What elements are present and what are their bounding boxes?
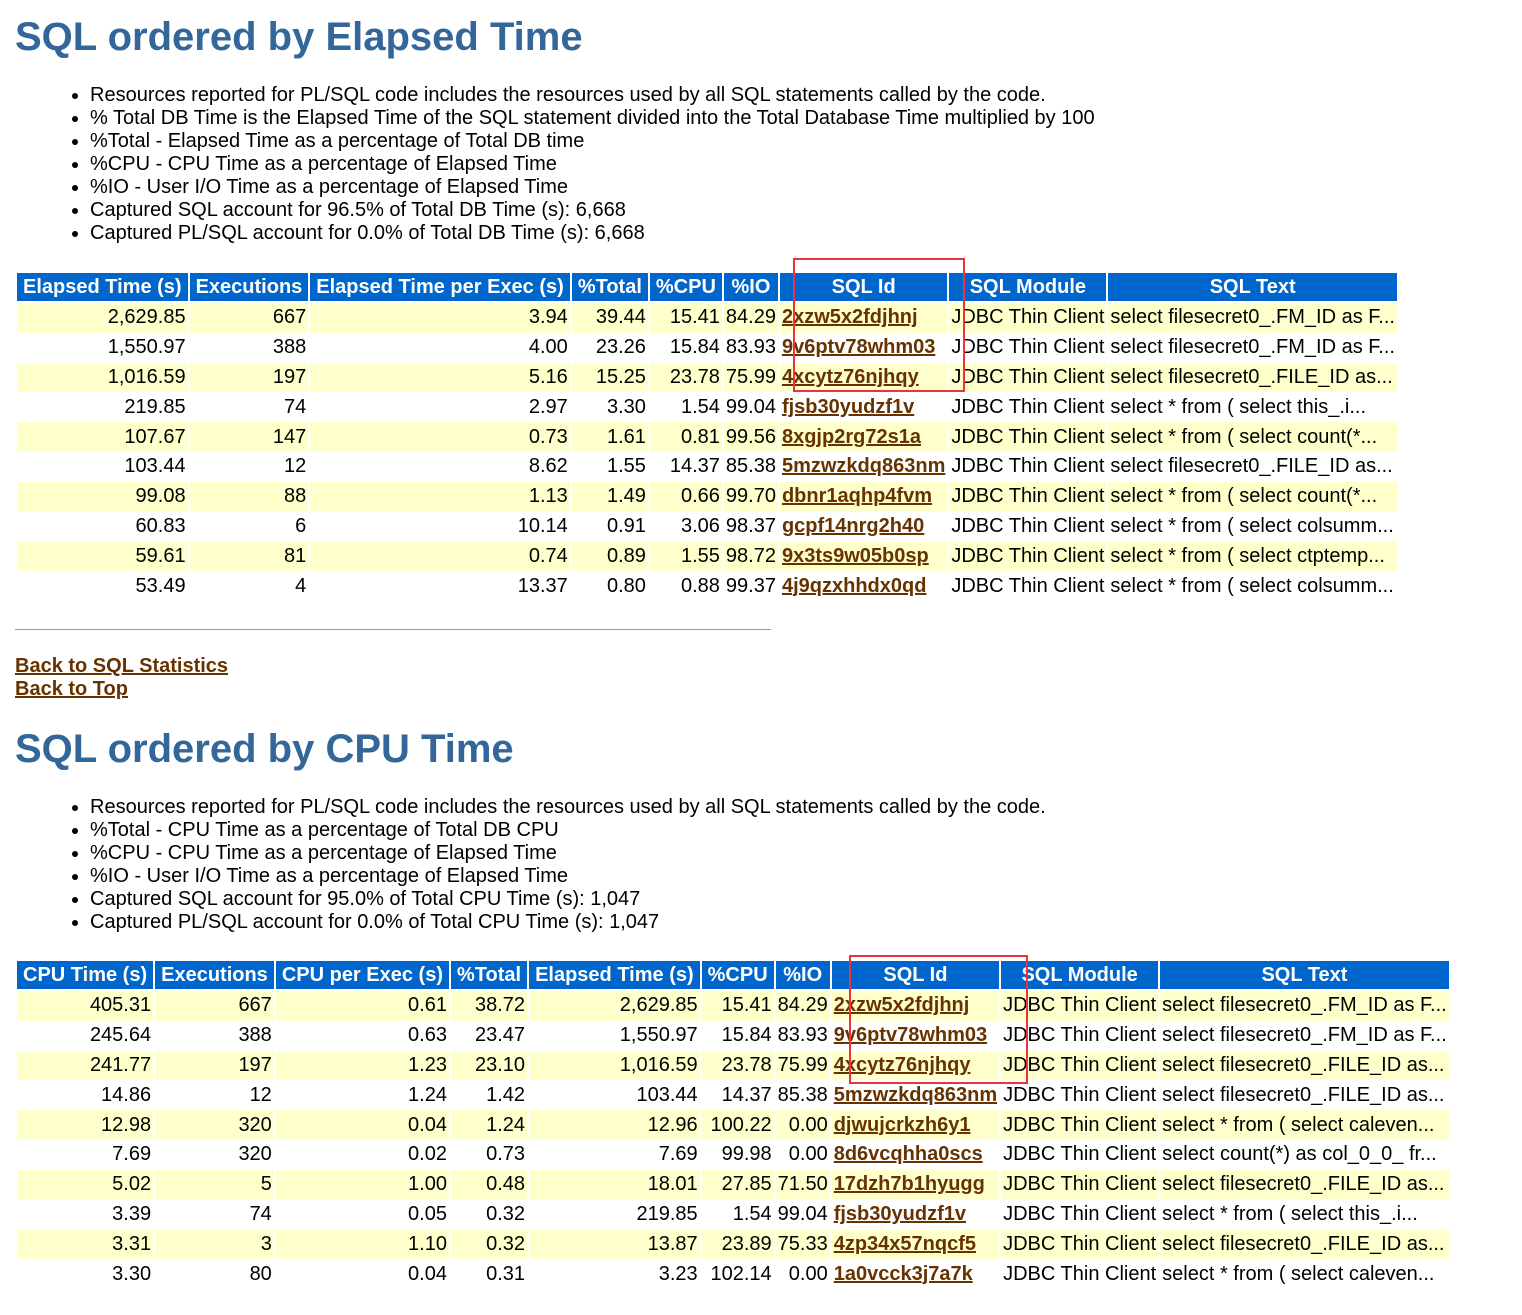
note-item: • %IO - User I/O Time as a percentage of Elapsed Time bbox=[90, 176, 1095, 199]
cell-total: 1.24 bbox=[451, 1110, 527, 1140]
cell-cpu-per-exec-s: 1.23 bbox=[276, 1051, 449, 1081]
cell-cpu: 23.89 bbox=[702, 1229, 774, 1259]
cell-sql-text: select filesecret0_.FM_ID as F... bbox=[1160, 991, 1449, 1021]
cell-io: 99.56 bbox=[724, 422, 778, 452]
sql-id-link[interactable]: 4zp34x57nqcf5 bbox=[833, 1232, 977, 1255]
cell-sql-module: JDBC Thin Client bbox=[1001, 1229, 1158, 1259]
cell-cpu: 102.14 bbox=[702, 1259, 774, 1289]
cell-sql-module: JDBC Thin Client bbox=[949, 333, 1106, 363]
column-header-cpu-time-s: CPU Time (s) bbox=[17, 961, 153, 991]
table-row bbox=[17, 482, 1397, 512]
cell-executions: 12 bbox=[155, 1080, 274, 1110]
cell-elapsed-time-s: 1,550.97 bbox=[17, 333, 188, 363]
note-item: • % Total DB Time is the Elapsed Time of the SQL statement divided into the Total Database Time multiplied by 100 bbox=[90, 107, 1095, 130]
cell-sql-text: select * from ( select colsumm... bbox=[1108, 571, 1397, 601]
cell-elapsed-time-s: 12.96 bbox=[529, 1110, 700, 1140]
cell-cpu: 0.88 bbox=[650, 571, 722, 601]
cell-cpu-per-exec-s: 0.63 bbox=[276, 1021, 449, 1051]
cell-elapsed-time-s: 53.49 bbox=[17, 571, 188, 601]
sql-id-cell bbox=[780, 482, 947, 512]
cell-elapsed-time-s: 107.67 bbox=[17, 422, 188, 452]
cell-cpu-time-s: 14.86 bbox=[17, 1080, 153, 1110]
cell-elapsed-time-per-exec-s: 10.14 bbox=[310, 512, 570, 542]
cell-cpu: 3.06 bbox=[650, 512, 722, 542]
cell-executions: 80 bbox=[155, 1259, 274, 1289]
sql-id-link[interactable]: 8xgjp2rg72s1a bbox=[781, 425, 921, 448]
note-item: • %Total - Elapsed Time as a percentage of Total DB time bbox=[90, 130, 1095, 153]
cell-sql-text: select * from ( select this_.i... bbox=[1160, 1200, 1449, 1230]
cell-cpu: 100.22 bbox=[702, 1110, 774, 1140]
sql-id-cell bbox=[832, 1110, 999, 1140]
column-header-sql-id: SQL Id bbox=[832, 961, 999, 991]
cell-executions: 147 bbox=[190, 422, 309, 452]
cell-total: 23.26 bbox=[572, 333, 648, 363]
cell-executions: 197 bbox=[155, 1051, 274, 1081]
cell-total: 1.49 bbox=[572, 482, 648, 512]
back-to-top-link[interactable]: Back to Top bbox=[15, 678, 128, 700]
note-item: • Captured PL/SQL account for 0.0% of Total CPU Time (s): 1,047 bbox=[90, 911, 1046, 934]
cell-sql-module: JDBC Thin Client bbox=[949, 392, 1106, 422]
table-row bbox=[17, 571, 1397, 601]
column-header-elapsed-time-s: Elapsed Time (s) bbox=[529, 961, 700, 991]
cell-cpu: 23.78 bbox=[650, 363, 722, 393]
column-header-elapsed-time-per-exec-s: Elapsed Time per Exec (s) bbox=[310, 273, 570, 303]
cell-cpu-time-s: 7.69 bbox=[17, 1140, 153, 1170]
cell-cpu-time-s: 245.64 bbox=[17, 1021, 153, 1051]
section-title-cpu: SQL ordered by CPU Time bbox=[15, 727, 514, 771]
cell-io: 71.50 bbox=[776, 1170, 830, 1200]
cell-cpu: 1.54 bbox=[650, 392, 722, 422]
sql-id-link[interactable]: dbnr1aqhp4fvm bbox=[781, 485, 932, 508]
cell-total: 38.72 bbox=[451, 991, 527, 1021]
cell-io: 84.29 bbox=[724, 303, 778, 333]
sql-id-cell bbox=[780, 541, 947, 571]
cell-io: 99.04 bbox=[724, 392, 778, 422]
table-row bbox=[17, 1080, 1449, 1110]
cell-elapsed-time-s: 103.44 bbox=[529, 1080, 700, 1110]
sql-id-link[interactable]: 4xcytz76njhqy bbox=[781, 365, 919, 388]
note-item: • Captured PL/SQL account for 0.0% of Total DB Time (s): 6,668 bbox=[90, 222, 1095, 245]
cell-cpu-time-s: 5.02 bbox=[17, 1170, 153, 1200]
sql-id-link[interactable]: 4xcytz76njhqy bbox=[833, 1053, 971, 1076]
sql-id-cell bbox=[780, 452, 947, 482]
horizontal-divider bbox=[15, 629, 771, 630]
cell-io: 0.00 bbox=[776, 1259, 830, 1289]
back-links bbox=[15, 655, 228, 701]
table-row bbox=[17, 422, 1397, 452]
table-row bbox=[17, 1021, 1449, 1051]
table-row bbox=[17, 303, 1397, 333]
cell-total: 1.42 bbox=[451, 1080, 527, 1110]
column-header-io: %IO bbox=[776, 961, 830, 991]
note-item: • %Total - CPU Time as a percentage of Total DB CPU bbox=[90, 819, 1046, 842]
notes-list-elapsed bbox=[50, 84, 1095, 245]
cell-total: 3.30 bbox=[572, 392, 648, 422]
cell-cpu: 14.37 bbox=[650, 452, 722, 482]
cell-total: 0.48 bbox=[451, 1170, 527, 1200]
cell-io: 99.37 bbox=[724, 571, 778, 601]
cell-sql-module: JDBC Thin Client bbox=[1001, 1051, 1158, 1081]
cell-total: 0.89 bbox=[572, 541, 648, 571]
table-row bbox=[17, 452, 1397, 482]
cell-sql-text: select * from ( select caleven... bbox=[1160, 1110, 1449, 1140]
cell-elapsed-time-s: 103.44 bbox=[17, 452, 188, 482]
cell-elapsed-time-s: 1,016.59 bbox=[529, 1051, 700, 1081]
note-item: • %CPU - CPU Time as a percentage of Elapsed Time bbox=[90, 153, 1095, 176]
sql-id-link[interactable]: fjsb30yudzf1v bbox=[781, 395, 915, 418]
cell-sql-text: select * from ( select count(*... bbox=[1108, 422, 1397, 452]
cell-sql-module: JDBC Thin Client bbox=[1001, 1080, 1158, 1110]
cell-io: 98.37 bbox=[724, 512, 778, 542]
sql-id-cell bbox=[780, 303, 947, 333]
cell-sql-module: JDBC Thin Client bbox=[949, 422, 1106, 452]
cell-executions: 12 bbox=[190, 452, 309, 482]
cell-io: 99.04 bbox=[776, 1200, 830, 1230]
cell-cpu-time-s: 3.31 bbox=[17, 1229, 153, 1259]
cell-cpu-per-exec-s: 0.04 bbox=[276, 1259, 449, 1289]
cell-cpu-per-exec-s: 1.10 bbox=[276, 1229, 449, 1259]
cell-cpu: 99.98 bbox=[702, 1140, 774, 1170]
cell-sql-text: select filesecret0_.FM_ID as F... bbox=[1108, 333, 1397, 363]
cell-executions: 197 bbox=[190, 363, 309, 393]
cell-sql-module: JDBC Thin Client bbox=[1001, 1170, 1158, 1200]
table-row bbox=[17, 363, 1397, 393]
cell-cpu: 1.54 bbox=[702, 1200, 774, 1230]
cell-io: 83.93 bbox=[724, 333, 778, 363]
cell-io: 75.99 bbox=[776, 1051, 830, 1081]
cell-cpu: 15.84 bbox=[650, 333, 722, 363]
cell-elapsed-time-s: 18.01 bbox=[529, 1170, 700, 1200]
cell-cpu: 1.55 bbox=[650, 541, 722, 571]
cell-io: 84.29 bbox=[776, 991, 830, 1021]
cell-cpu-time-s: 241.77 bbox=[17, 1051, 153, 1081]
cell-sql-module: JDBC Thin Client bbox=[1001, 991, 1158, 1021]
cell-sql-module: JDBC Thin Client bbox=[1001, 1021, 1158, 1051]
sql-id-cell bbox=[780, 571, 947, 601]
table-row bbox=[17, 1229, 1449, 1259]
column-header-executions: Executions bbox=[190, 273, 309, 303]
cell-cpu: 23.78 bbox=[702, 1051, 774, 1081]
cell-executions: 4 bbox=[190, 571, 309, 601]
cell-cpu: 14.37 bbox=[702, 1080, 774, 1110]
sql-id-link[interactable]: 5mzwzkdq863nm bbox=[833, 1083, 998, 1106]
cell-elapsed-time-s: 3.23 bbox=[529, 1259, 700, 1289]
column-header-total: %Total bbox=[451, 961, 527, 991]
cell-elapsed-time-per-exec-s: 3.94 bbox=[310, 303, 570, 333]
sql-id-cell bbox=[832, 1200, 999, 1230]
cell-sql-text: select * from ( select this_.i... bbox=[1108, 392, 1397, 422]
notes-list-cpu bbox=[50, 796, 1046, 934]
cell-cpu: 15.41 bbox=[650, 303, 722, 333]
cell-elapsed-time-per-exec-s: 1.13 bbox=[310, 482, 570, 512]
sql-id-link[interactable]: gcpf14nrg2h40 bbox=[781, 514, 925, 537]
column-header-cpu-per-exec-s: CPU per Exec (s) bbox=[276, 961, 449, 991]
table-row bbox=[17, 541, 1397, 571]
table-row bbox=[17, 1170, 1449, 1200]
cell-sql-module: JDBC Thin Client bbox=[1001, 1259, 1158, 1289]
column-header-sql-id: SQL Id bbox=[780, 273, 947, 303]
table-row bbox=[17, 1110, 1449, 1140]
cell-cpu: 15.41 bbox=[702, 991, 774, 1021]
sql-id-link[interactable]: 9v6ptv78whm03 bbox=[781, 336, 936, 359]
cell-cpu-time-s: 405.31 bbox=[17, 991, 153, 1021]
sql-id-link[interactable]: 9v6ptv78whm03 bbox=[833, 1024, 988, 1047]
column-header-cpu: %CPU bbox=[702, 961, 774, 991]
cell-cpu: 15.84 bbox=[702, 1021, 774, 1051]
cell-cpu: 27.85 bbox=[702, 1170, 774, 1200]
cell-elapsed-time-s: 59.61 bbox=[17, 541, 188, 571]
cell-executions: 667 bbox=[190, 303, 309, 333]
sql-elapsed-table bbox=[15, 273, 1399, 601]
table-row bbox=[17, 1140, 1449, 1170]
cell-executions: 6 bbox=[190, 512, 309, 542]
sql-id-link[interactable]: 8d6vcqhha0scs bbox=[833, 1143, 983, 1166]
cell-elapsed-time-s: 7.69 bbox=[529, 1140, 700, 1170]
cell-cpu: 0.66 bbox=[650, 482, 722, 512]
cell-elapsed-time-s: 2,629.85 bbox=[17, 303, 188, 333]
sql-id-cell bbox=[780, 363, 947, 393]
cell-io: 83.93 bbox=[776, 1021, 830, 1051]
cell-executions: 388 bbox=[190, 333, 309, 363]
table-row bbox=[17, 392, 1397, 422]
column-header-elapsed-time-s: Elapsed Time (s) bbox=[17, 273, 188, 303]
cell-total: 0.32 bbox=[451, 1229, 527, 1259]
column-header-total: %Total bbox=[572, 273, 648, 303]
cell-executions: 320 bbox=[155, 1140, 274, 1170]
cell-sql-text: select filesecret0_.FILE_ID as... bbox=[1108, 363, 1397, 393]
cell-sql-text: select * from ( select colsumm... bbox=[1108, 512, 1397, 542]
cell-sql-module: JDBC Thin Client bbox=[949, 363, 1106, 393]
cell-total: 0.32 bbox=[451, 1200, 527, 1230]
cell-elapsed-time-per-exec-s: 0.73 bbox=[310, 422, 570, 452]
sql-id-cell bbox=[832, 991, 999, 1021]
cell-cpu-per-exec-s: 0.04 bbox=[276, 1110, 449, 1140]
cell-executions: 320 bbox=[155, 1110, 274, 1140]
cell-executions: 388 bbox=[155, 1021, 274, 1051]
cell-elapsed-time-s: 1,016.59 bbox=[17, 363, 188, 393]
cell-sql-module: JDBC Thin Client bbox=[949, 452, 1106, 482]
cell-sql-text: select * from ( select count(*... bbox=[1108, 482, 1397, 512]
cell-sql-text: select filesecret0_.FM_ID as F... bbox=[1160, 1021, 1449, 1051]
cell-elapsed-time-s: 60.83 bbox=[17, 512, 188, 542]
cell-cpu-per-exec-s: 0.05 bbox=[276, 1200, 449, 1230]
cell-sql-text: select filesecret0_.FILE_ID as... bbox=[1108, 452, 1397, 482]
sql-id-cell bbox=[780, 512, 947, 542]
column-header-io: %IO bbox=[724, 273, 778, 303]
section-title-elapsed: SQL ordered by Elapsed Time bbox=[15, 15, 583, 59]
cell-elapsed-time-per-exec-s: 4.00 bbox=[310, 333, 570, 363]
cell-io: 0.00 bbox=[776, 1140, 830, 1170]
note-item: • Resources reported for PL/SQL code includes the resources used by all SQL statements called by the code. bbox=[90, 84, 1095, 107]
sql-id-link[interactable]: djwujcrkzh6y1 bbox=[833, 1113, 971, 1136]
cell-sql-text: select filesecret0_.FILE_ID as... bbox=[1160, 1229, 1449, 1259]
cell-cpu-time-s: 3.30 bbox=[17, 1259, 153, 1289]
sql-id-cell bbox=[832, 1080, 999, 1110]
sql-id-cell bbox=[832, 1021, 999, 1051]
column-header-sql-text: SQL Text bbox=[1108, 273, 1397, 303]
cell-executions: 5 bbox=[155, 1170, 274, 1200]
cell-io: 75.33 bbox=[776, 1229, 830, 1259]
note-item: • Resources reported for PL/SQL code includes the resources used by all SQL statements called by the code. bbox=[90, 796, 1046, 819]
cell-cpu: 0.81 bbox=[650, 422, 722, 452]
cell-executions: 74 bbox=[190, 392, 309, 422]
column-header-sql-module: SQL Module bbox=[1001, 961, 1158, 991]
cell-io: 98.72 bbox=[724, 541, 778, 571]
cell-io: 85.38 bbox=[724, 452, 778, 482]
cell-sql-module: JDBC Thin Client bbox=[949, 482, 1106, 512]
cell-executions: 3 bbox=[155, 1229, 274, 1259]
table-row bbox=[17, 333, 1397, 363]
sql-id-link[interactable]: 2xzw5x2fdjhnj bbox=[833, 994, 970, 1017]
cell-total: 23.47 bbox=[451, 1021, 527, 1051]
cell-sql-module: JDBC Thin Client bbox=[1001, 1200, 1158, 1230]
sql-id-link[interactable]: 17dzh7b1hyugg bbox=[833, 1173, 985, 1196]
cell-elapsed-time-s: 1,550.97 bbox=[529, 1021, 700, 1051]
table-row bbox=[17, 1259, 1449, 1289]
cell-elapsed-time-s: 219.85 bbox=[529, 1200, 700, 1230]
table-row bbox=[17, 1200, 1449, 1230]
cell-elapsed-time-per-exec-s: 13.37 bbox=[310, 571, 570, 601]
cell-sql-module: JDBC Thin Client bbox=[949, 512, 1106, 542]
sql-cpu-table bbox=[15, 961, 1451, 1289]
cell-executions: 81 bbox=[190, 541, 309, 571]
cell-elapsed-time-per-exec-s: 0.74 bbox=[310, 541, 570, 571]
table-header-row bbox=[17, 273, 1397, 303]
cell-io: 0.00 bbox=[776, 1110, 830, 1140]
cell-sql-text: select count(*) as col_0_0_ fr... bbox=[1160, 1140, 1449, 1170]
table-row bbox=[17, 1051, 1449, 1081]
cell-elapsed-time-per-exec-s: 2.97 bbox=[310, 392, 570, 422]
note-item: • Captured SQL account for 96.5% of Total DB Time (s): 6,668 bbox=[90, 199, 1095, 222]
back-to-sql-statistics-link[interactable]: Back to SQL Statistics bbox=[15, 655, 229, 677]
cell-io: 85.38 bbox=[776, 1080, 830, 1110]
cell-sql-text: select * from ( select ctptemp... bbox=[1108, 541, 1397, 571]
sql-id-link[interactable]: 5mzwzkdq863nm bbox=[781, 455, 946, 478]
cell-sql-text: select filesecret0_.FILE_ID as... bbox=[1160, 1080, 1449, 1110]
cell-elapsed-time-s: 13.87 bbox=[529, 1229, 700, 1259]
column-header-cpu: %CPU bbox=[650, 273, 722, 303]
sql-id-cell bbox=[832, 1259, 999, 1289]
cell-total: 0.73 bbox=[451, 1140, 527, 1170]
cell-elapsed-time-s: 2,629.85 bbox=[529, 991, 700, 1021]
cell-elapsed-time-s: 99.08 bbox=[17, 482, 188, 512]
column-header-executions: Executions bbox=[155, 961, 274, 991]
column-header-sql-text: SQL Text bbox=[1160, 961, 1449, 991]
cell-total: 0.31 bbox=[451, 1259, 527, 1289]
cell-sql-module: JDBC Thin Client bbox=[949, 303, 1106, 333]
cell-elapsed-time-s: 219.85 bbox=[17, 392, 188, 422]
sql-id-link[interactable]: 4j9qzxhhdx0qd bbox=[781, 574, 927, 597]
column-header-sql-module: SQL Module bbox=[949, 273, 1106, 303]
cell-sql-text: select filesecret0_.FILE_ID as... bbox=[1160, 1051, 1449, 1081]
cell-executions: 74 bbox=[155, 1200, 274, 1230]
cell-sql-module: JDBC Thin Client bbox=[949, 541, 1106, 571]
sql-id-cell bbox=[780, 333, 947, 363]
sql-id-cell bbox=[832, 1170, 999, 1200]
cell-io: 99.70 bbox=[724, 482, 778, 512]
cell-sql-text: select filesecret0_.FILE_ID as... bbox=[1160, 1170, 1449, 1200]
cell-total: 1.61 bbox=[572, 422, 648, 452]
cell-executions: 667 bbox=[155, 991, 274, 1021]
note-item: • %IO - User I/O Time as a percentage of Elapsed Time bbox=[90, 865, 1046, 888]
sql-id-cell bbox=[832, 1229, 999, 1259]
cell-sql-module: JDBC Thin Client bbox=[1001, 1140, 1158, 1170]
cell-cpu-per-exec-s: 0.02 bbox=[276, 1140, 449, 1170]
cell-io: 75.99 bbox=[724, 363, 778, 393]
cell-total: 39.44 bbox=[572, 303, 648, 333]
cell-cpu-time-s: 12.98 bbox=[17, 1110, 153, 1140]
note-item: • Captured SQL account for 95.0% of Total CPU Time (s): 1,047 bbox=[90, 888, 1046, 911]
table-row bbox=[17, 991, 1449, 1021]
cell-cpu-time-s: 3.39 bbox=[17, 1200, 153, 1230]
cell-cpu-per-exec-s: 1.24 bbox=[276, 1080, 449, 1110]
note-item: • %CPU - CPU Time as a percentage of Elapsed Time bbox=[90, 842, 1046, 865]
sql-id-cell bbox=[780, 422, 947, 452]
cell-sql-text: select * from ( select caleven... bbox=[1160, 1259, 1449, 1289]
sql-id-cell bbox=[832, 1051, 999, 1081]
cell-elapsed-time-per-exec-s: 8.62 bbox=[310, 452, 570, 482]
table-header-row bbox=[17, 961, 1449, 991]
cell-cpu-per-exec-s: 0.61 bbox=[276, 991, 449, 1021]
cell-sql-module: JDBC Thin Client bbox=[1001, 1110, 1158, 1140]
sql-id-link[interactable]: 2xzw5x2fdjhnj bbox=[781, 306, 918, 329]
sql-id-cell bbox=[780, 392, 947, 422]
table-row bbox=[17, 512, 1397, 542]
cell-total: 0.80 bbox=[572, 571, 648, 601]
cell-total: 15.25 bbox=[572, 363, 648, 393]
cell-executions: 88 bbox=[190, 482, 309, 512]
cell-sql-text: select filesecret0_.FM_ID as F... bbox=[1108, 303, 1397, 333]
sql-id-cell bbox=[832, 1140, 999, 1170]
cell-total: 1.55 bbox=[572, 452, 648, 482]
cell-total: 23.10 bbox=[451, 1051, 527, 1081]
cell-cpu-per-exec-s: 1.00 bbox=[276, 1170, 449, 1200]
sql-id-link[interactable]: fjsb30yudzf1v bbox=[833, 1202, 966, 1225]
sql-id-link[interactable]: 9x3ts9w05b0sp bbox=[781, 544, 929, 567]
cell-sql-module: JDBC Thin Client bbox=[949, 571, 1106, 601]
cell-total: 0.91 bbox=[572, 512, 648, 542]
cell-elapsed-time-per-exec-s: 5.16 bbox=[310, 363, 570, 393]
sql-id-link[interactable]: 1a0vcck3j7a7k bbox=[833, 1262, 973, 1285]
